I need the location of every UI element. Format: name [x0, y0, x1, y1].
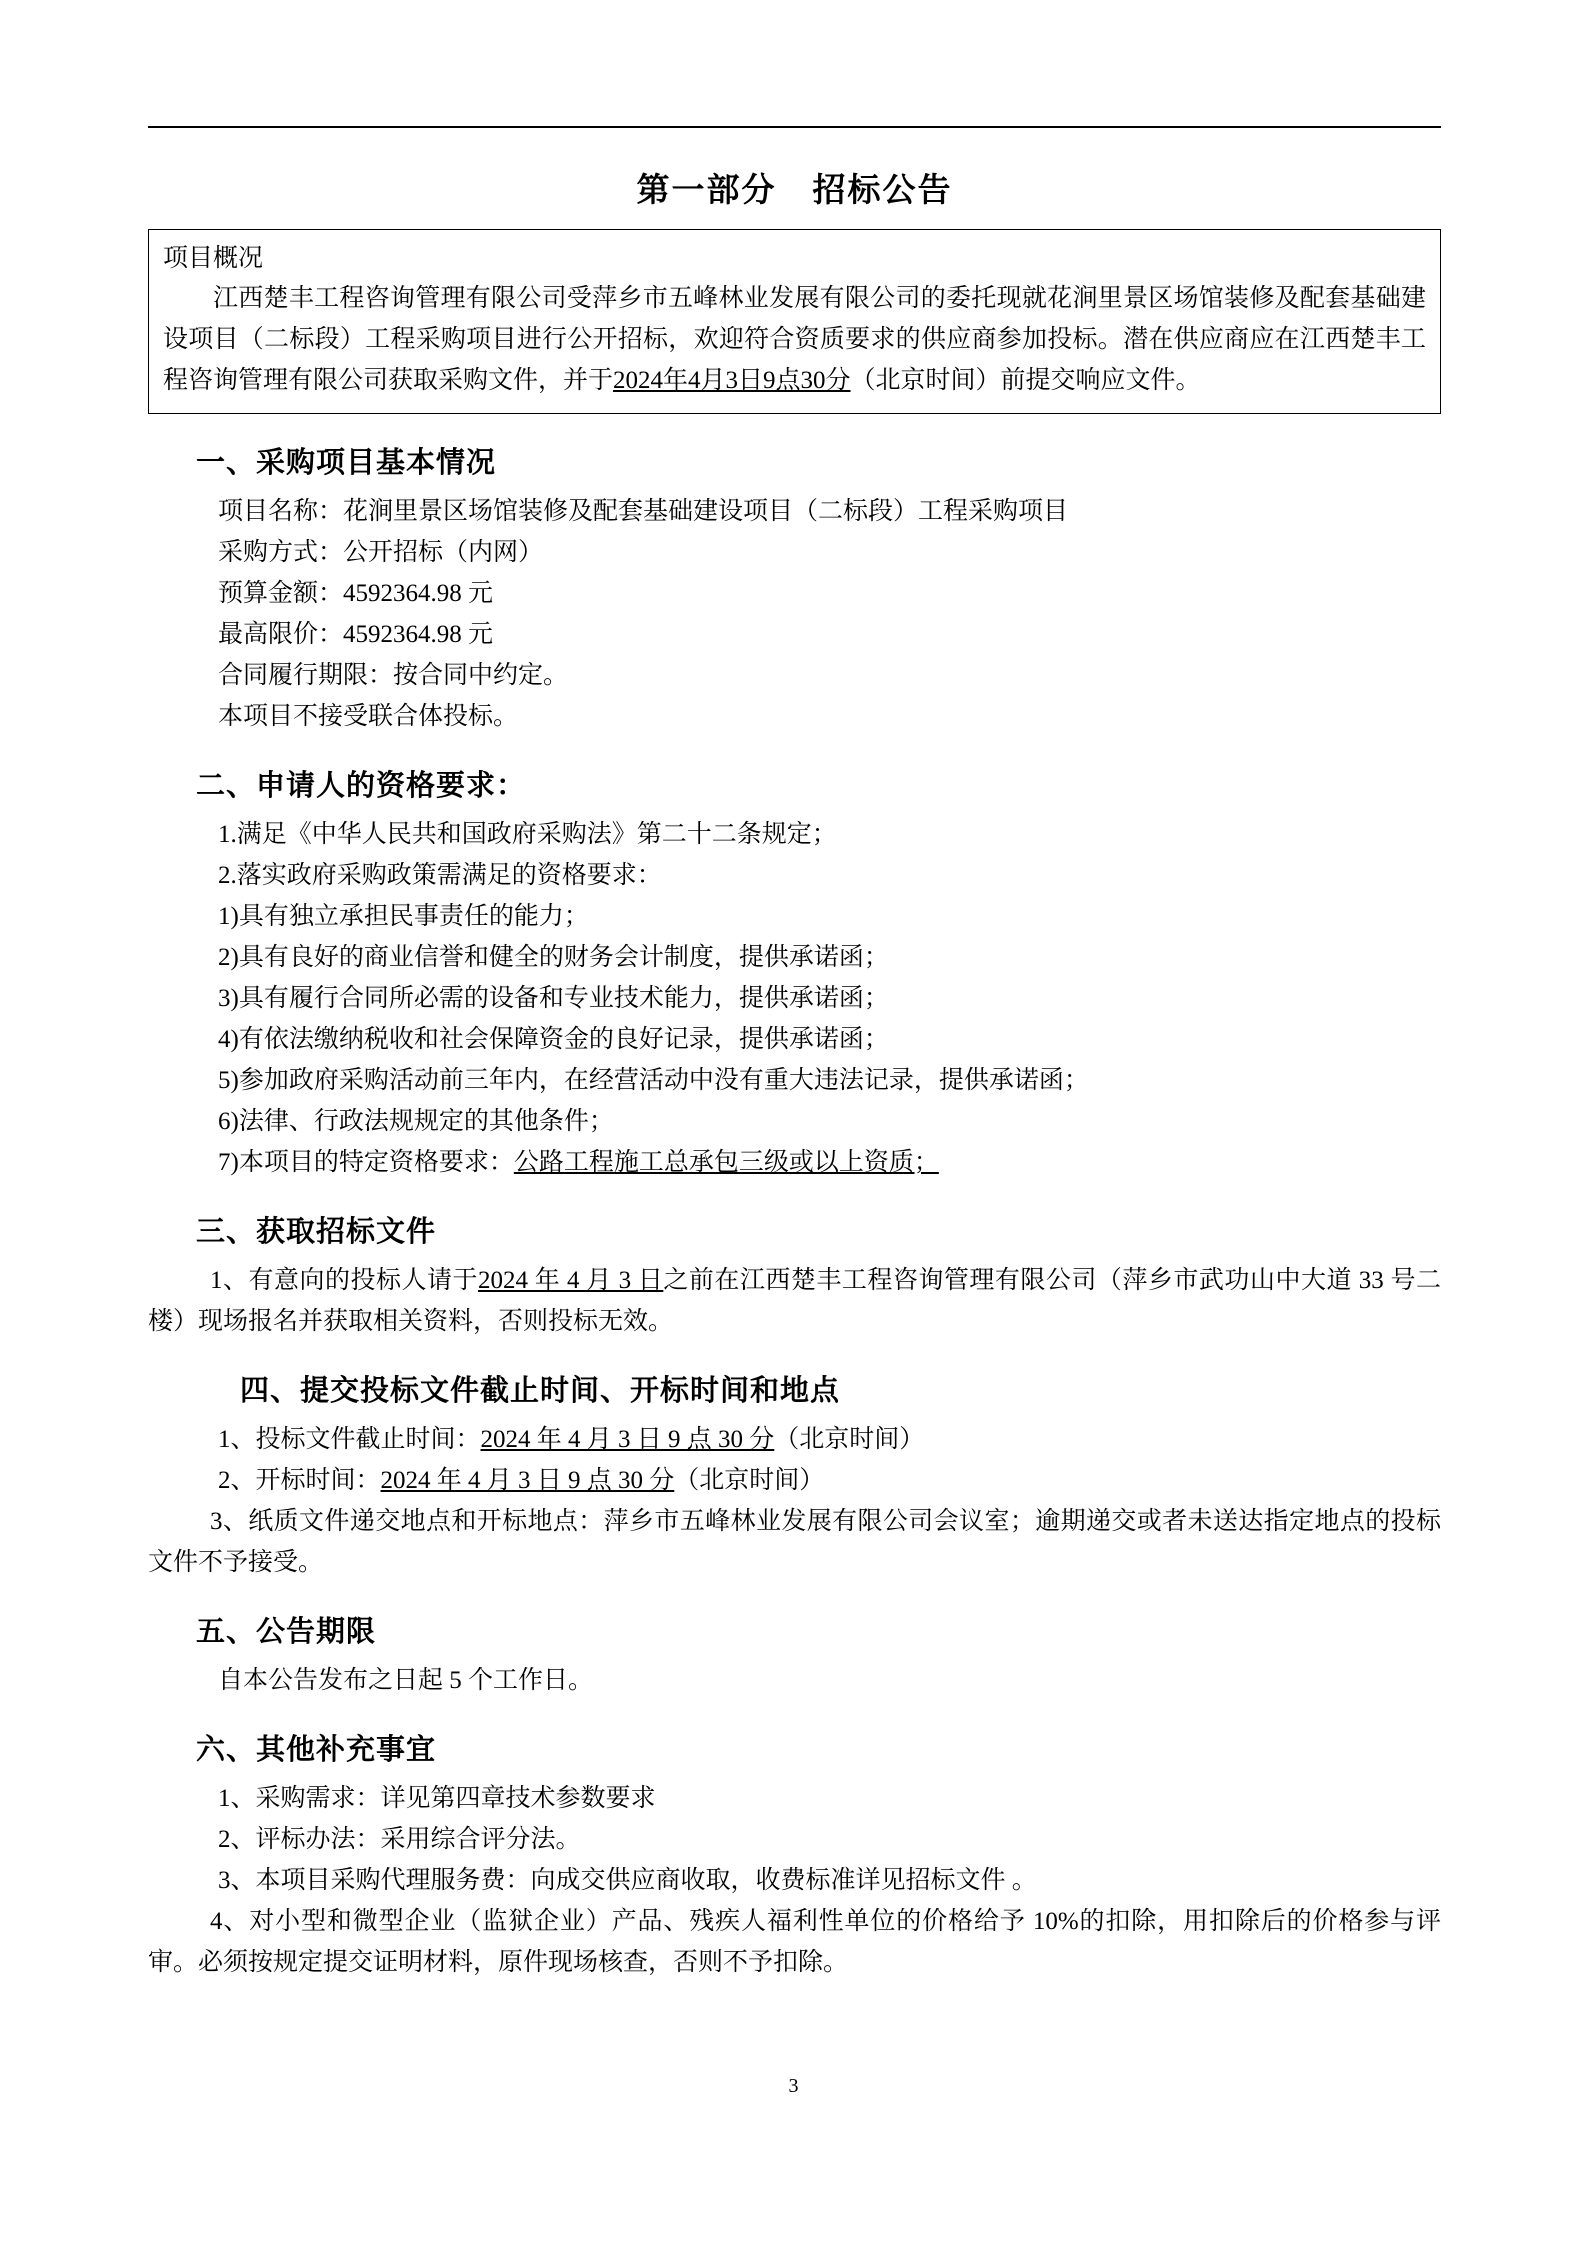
section-5-line: 自本公告发布之日起 5 个工作日。: [218, 1667, 594, 1694]
section-1-line: 项目名称：花涧里景区场馆装修及配套基础建设项目（二标段）工程采购项目: [218, 498, 1069, 525]
overview-deadline: 2024年4月3日9点30分: [613, 367, 851, 394]
section-2-qualification-line: [148, 1142, 1441, 1183]
section-heading-3: 三、获取招标文件: [196, 1216, 437, 1248]
section-6-line: 1、采购需求：详见第四章技术参数要求: [218, 1785, 656, 1812]
section-4-item-prefix: 2、开标时间：: [218, 1467, 381, 1494]
section-1-line: 采购方式：公开招标（内网）: [218, 539, 544, 566]
section-2-line: 2)具有良好的商业信誉和健全的财务会计制度，提供承诺函；: [218, 944, 889, 971]
section-body-1: [148, 491, 1441, 737]
section-2-line: 5)参加政府采购活动前三年内，在经营活动中没有重大违法记录，提供承诺函；: [218, 1067, 1089, 1094]
section-1-line: 最高限价：4592364.98 元: [218, 621, 494, 648]
overview-label: 项目概况: [163, 245, 264, 272]
header-rule: [148, 126, 1441, 128]
section-body-4: [148, 1419, 1441, 1583]
qualification-requirement: 公路工程施工总承包三级或以上资质；: [513, 1149, 939, 1176]
page-number: 3: [788, 2075, 799, 2097]
section-4-item-prefix: 1、投标文件截止时间：: [218, 1426, 481, 1453]
section-4-item-suffix: （北京时间）: [674, 1467, 825, 1494]
section-heading-6: 六、其他补充事宜: [196, 1734, 437, 1766]
section-2-line: 1.满足《中华人民共和国政府采购法》第二十二条规定；: [218, 821, 837, 848]
overview-body: [163, 278, 1426, 401]
qualification-prefix: 7)本项目的特定资格要求：: [218, 1149, 514, 1176]
section-body-2: [148, 814, 1441, 1183]
section-2-line: 3)具有履行合同所必需的设备和专业技术能力，提供承诺函；: [218, 985, 889, 1012]
section-4-item-datetime: 2024 年 4 月 3 日 9 点 30 分: [480, 1426, 775, 1453]
section-4-item: [148, 1460, 1441, 1501]
section-heading-4: 四、提交投标文件截止时间、开标时间和地点: [240, 1375, 841, 1407]
overview-text-before: 江西楚丰工程咨询管理有限公司受萍乡市五峰林业发展有限公司的委托现就花涧里景区场馆装修及配套基础建设项目（二标段）工程采购项目进行公开招标，欢迎符合资质要求的供应商参加投标。潜在供应商应在江西楚丰工程咨询管理有限公司获取采购文件，并于: [163, 285, 1426, 394]
page-title-name: 招标公告: [812, 173, 953, 209]
project-overview-box: [148, 229, 1441, 414]
section-2-line: 6)法律、行政法规规定的其他条件；: [218, 1108, 614, 1135]
section-2-line: 1)具有独立承担民事责任的能力；: [218, 903, 589, 930]
section-heading-5: 五、公告期限: [196, 1616, 377, 1648]
section-3-paragraph: [148, 1260, 1441, 1342]
section-2-line: 4)有依法缴纳税收和社会保障资金的良好记录，提供承诺函；: [218, 1026, 889, 1053]
section-4-paragraph-3: 3、纸质文件递交地点和开标地点：萍乡市五峰林业发展有限公司会议室；逾期递交或者未送达指定地点的投标文件不予接受。: [148, 1508, 1441, 1576]
overview-text-after: （北京时间）前提交响应文件。: [850, 367, 1201, 394]
section-2-line: 2.落实政府采购政策需满足的资格要求：: [218, 862, 662, 889]
document-content: [148, 150, 1441, 1983]
section-1-line: 合同履行期限：按合同中约定。: [218, 662, 569, 689]
section-4-item: [148, 1419, 1441, 1460]
section-1-line: 预算金额：4592364.98 元: [218, 580, 494, 607]
page-title-part: 第一部分: [636, 173, 777, 209]
section-6-line: 3、本项目采购代理服务费：向成交供应商收取，收费标准详见招标文件 。: [218, 1867, 1037, 1894]
section-6-paragraph-4: 4、对小型和微型企业（监狱企业）产品、残疾人福利性单位的价格给予 10%的扣除，用扣除后的价格参与评审。必须按规定提交证明材料，原件现场核查，否则不予扣除。: [148, 1908, 1441, 1976]
section-4-item-suffix: （北京时间）: [774, 1426, 925, 1453]
section-heading-2: 二、申请人的资格要求：: [196, 770, 527, 802]
section-1-line: 本项目不接受联合体投标。: [218, 703, 519, 730]
section-3-suffix: 之前在江西楚丰工程咨询管理有限公司（萍乡市武功山中大道 33 号二楼）现场报名并获取相关资料，否则投标无效。: [148, 1267, 1441, 1335]
section-6-line: 2、评标办法：采用综合评分法。: [218, 1826, 581, 1853]
section-4-item-datetime: 2024 年 4 月 3 日 9 点 30 分: [380, 1467, 675, 1494]
section-3-prefix: 1、有意向的投标人请于: [210, 1267, 479, 1294]
page-title: [148, 164, 1441, 211]
section-body-6: [148, 1778, 1441, 1983]
section-3-date: 2024 年 4 月 3 日: [478, 1267, 664, 1294]
section-heading-1: 一、采购项目基本情况: [196, 447, 497, 479]
